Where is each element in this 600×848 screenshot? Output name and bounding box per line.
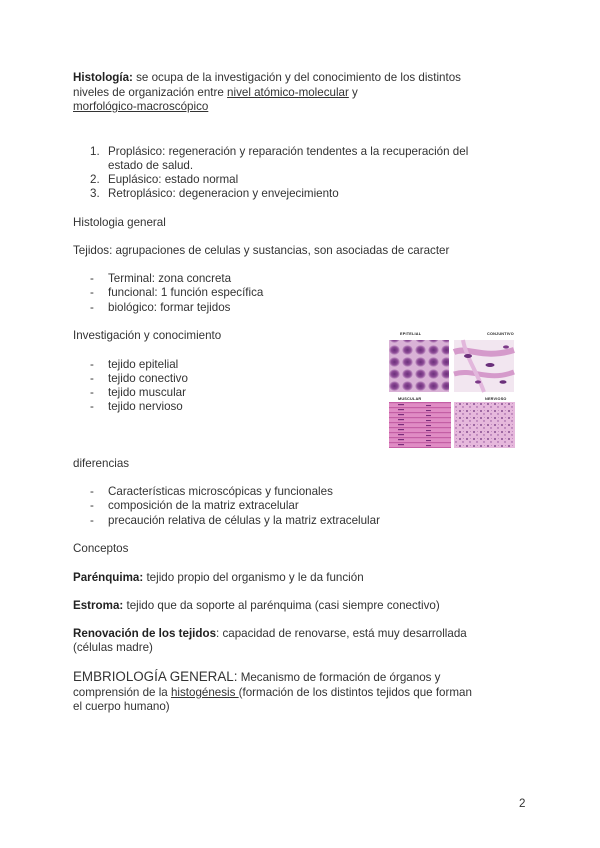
parenquima-definition <box>73 571 364 586</box>
link-histogenesis[interactable]: histogénesis <box>170 686 239 699</box>
histologia-general-heading: Histologia general <box>73 216 166 229</box>
tissue-micrographs <box>388 332 515 448</box>
estroma-definition <box>73 599 440 614</box>
dash-bullet: - <box>90 514 94 527</box>
renovacion-label: Renovación de los tejidos <box>73 627 217 640</box>
list-number: 1. <box>90 145 100 158</box>
parenquima-label: Parénquima: <box>73 571 144 584</box>
histologia-label: Histología: <box>73 71 133 84</box>
epitelial-micrograph <box>389 340 449 392</box>
dash-bullet: - <box>90 272 94 285</box>
intro-line-2 <box>73 86 358 101</box>
tissue-image-grid <box>388 332 515 448</box>
link-nivel-atomico[interactable]: nivel atómico-molecular <box>227 86 349 99</box>
list-item <box>0 145 600 160</box>
list-item-continuation <box>0 159 600 174</box>
dash-bullet: - <box>90 499 94 512</box>
list-item <box>0 173 600 188</box>
dash-bullet: - <box>90 485 94 498</box>
list-item <box>0 499 600 514</box>
list-item <box>0 272 600 287</box>
embriologia-text-1: Mecanismo de formación de órganos y <box>237 671 441 684</box>
list-number: 2. <box>90 173 100 186</box>
list-text: funcional: 1 función específica <box>108 286 264 299</box>
list-text: precaución relativa de células y la matriz extracelular <box>108 514 380 527</box>
renovacion-definition <box>73 627 467 642</box>
caption-conjuntivo: CONJUNTIVO <box>487 332 514 336</box>
intro-text-1: se ocupa de la investigación y del conocimiento de los distintos <box>132 71 461 84</box>
parenquima-text: tejido propio del organismo y le da función <box>143 571 364 584</box>
list-text: Euplásico: estado normal <box>108 173 239 186</box>
intro-text-2b: y <box>348 86 358 99</box>
renovacion-line-2: (células madre) <box>73 641 153 654</box>
caption-nervioso: NERVIOSO <box>485 397 507 401</box>
estroma-label: Estroma: <box>73 599 124 612</box>
list-text: Proplásico: regeneración y reparación tendentes a la recuperación del <box>108 145 469 158</box>
list-text: Terminal: zona concreta <box>108 272 232 285</box>
list-item <box>0 187 600 202</box>
investigacion-heading: Investigación y conocimiento <box>73 329 222 342</box>
dash-bullet: - <box>90 301 94 314</box>
renovacion-text: : capacidad de renovarse, está muy desarrollada <box>216 627 467 640</box>
list-text: composición de la matriz extracelular <box>108 499 299 512</box>
estroma-text: tejido que da soporte al parénquima (casi siempre conectivo) <box>123 599 440 612</box>
dash-bullet: - <box>90 386 94 399</box>
list-text: tejido nervioso <box>108 400 183 413</box>
muscular-micrograph <box>389 402 451 448</box>
dash-bullet: - <box>90 358 94 371</box>
list-text: tejido muscular <box>108 386 186 399</box>
list-text: Características microscópicas y funcionales <box>108 485 333 498</box>
list-text: tejido epitelial <box>108 358 179 371</box>
link-morfologico[interactable]: morfológico-macroscópico <box>73 100 209 113</box>
embriologia-line-2 <box>73 686 472 701</box>
embriologia-line-1 <box>73 670 440 686</box>
diferencias-heading: diferencias <box>73 457 130 470</box>
tejidos-definition: Tejidos: agrupaciones de celulas y sustancias, son asociadas de caracter <box>73 244 450 257</box>
intro-text-2a: niveles de organización entre <box>73 86 228 99</box>
embriologia-label: EMBRIOLOGÍA GENERAL: <box>73 669 238 684</box>
dash-bullet: - <box>90 400 94 413</box>
list-text: estado de salud. <box>108 159 194 172</box>
caption-muscular: MUSCULAR <box>398 397 422 401</box>
nervioso-micrograph <box>454 402 515 448</box>
intro-line-1 <box>73 71 461 86</box>
list-item <box>0 514 600 529</box>
list-item <box>0 286 600 301</box>
list-item <box>0 485 600 500</box>
conceptos-heading: Conceptos <box>73 542 129 555</box>
page-number: 2 <box>519 797 526 810</box>
dash-bullet: - <box>90 286 94 299</box>
embriologia-line-3: el cuerpo humano) <box>73 700 170 713</box>
dash-bullet: - <box>90 372 94 385</box>
list-number: 3. <box>90 187 100 200</box>
conjuntivo-micrograph <box>454 340 514 392</box>
embriologia-text-2b: (formación de los distintos tejidos que forman <box>238 686 472 699</box>
list-text: biológico: formar tejidos <box>108 301 231 314</box>
embriologia-text-2a: comprensión de la <box>73 686 171 699</box>
list-item <box>0 301 600 316</box>
list-text: tejido conectivo <box>108 372 188 385</box>
caption-epitelial: EPITELIAL <box>400 332 422 336</box>
list-text: Retroplásico: degeneracion y envejecimiento <box>108 187 339 200</box>
